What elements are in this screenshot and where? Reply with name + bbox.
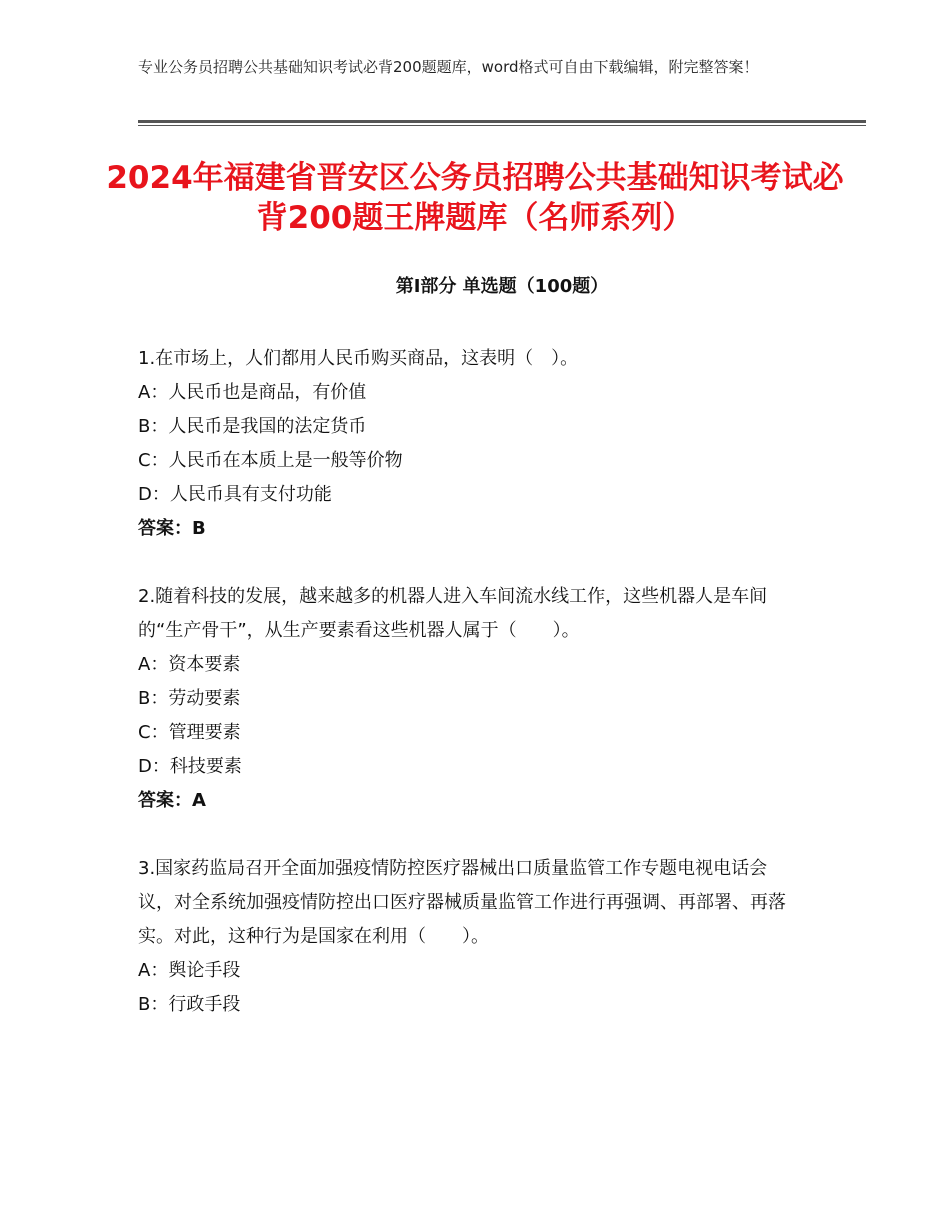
question-option: A：舆论手段 <box>138 960 241 981</box>
question-option: D：人民币具有支付功能 <box>138 484 332 505</box>
question-option: C：管理要素 <box>138 722 241 743</box>
question-option: A：资本要素 <box>138 654 241 675</box>
header-note: 专业公务员招聘公共基础知识考试必背200题题库，word格式可自由下载编辑，附完整答案！ <box>138 58 759 76</box>
question-answer: 答案：B <box>138 518 206 539</box>
header-divider-thin <box>138 125 866 126</box>
question-stem: 2.随着科技的发展，越来越多的机器人进入车间流水线工作，这些机器人是车间的“生产骨干”，从生产要素看这些机器人属于（ ）。 <box>138 586 768 641</box>
question-item <box>138 852 798 1022</box>
question-list <box>138 342 798 1056</box>
header-divider-thick <box>138 120 866 123</box>
question-item <box>138 580 798 818</box>
question-option: D：科技要素 <box>138 756 242 777</box>
question-option: C：人民币在本质上是一般等价物 <box>138 450 403 471</box>
question-option: B：劳动要素 <box>138 688 241 709</box>
question-option: B：行政手段 <box>138 994 241 1015</box>
section-title: 第Ⅰ部分 单选题（100题） <box>395 276 609 297</box>
document-title: 2024年福建省晋安区公务员招聘公共基础知识考试必背200题王牌题库（名师系列） <box>106 160 844 236</box>
question-item <box>138 342 798 546</box>
question-option: B：人民币是我国的法定货币 <box>138 416 367 437</box>
question-stem: 1.在市场上，人们都用人民币购买商品，这表明（ ）。 <box>138 348 579 369</box>
question-option: A：人民币也是商品，有价值 <box>138 382 367 403</box>
question-answer: 答案：A <box>138 790 206 811</box>
question-stem: 3.国家药监局召开全面加强疫情防控医疗器械出口质量监管工作专题电视电话会议，对全系统加强疫情防控出口医疗器械质量监管工作进行再强调、再部署、再落实。对此，这种行为是国家在利用（ ）。 <box>138 858 786 947</box>
